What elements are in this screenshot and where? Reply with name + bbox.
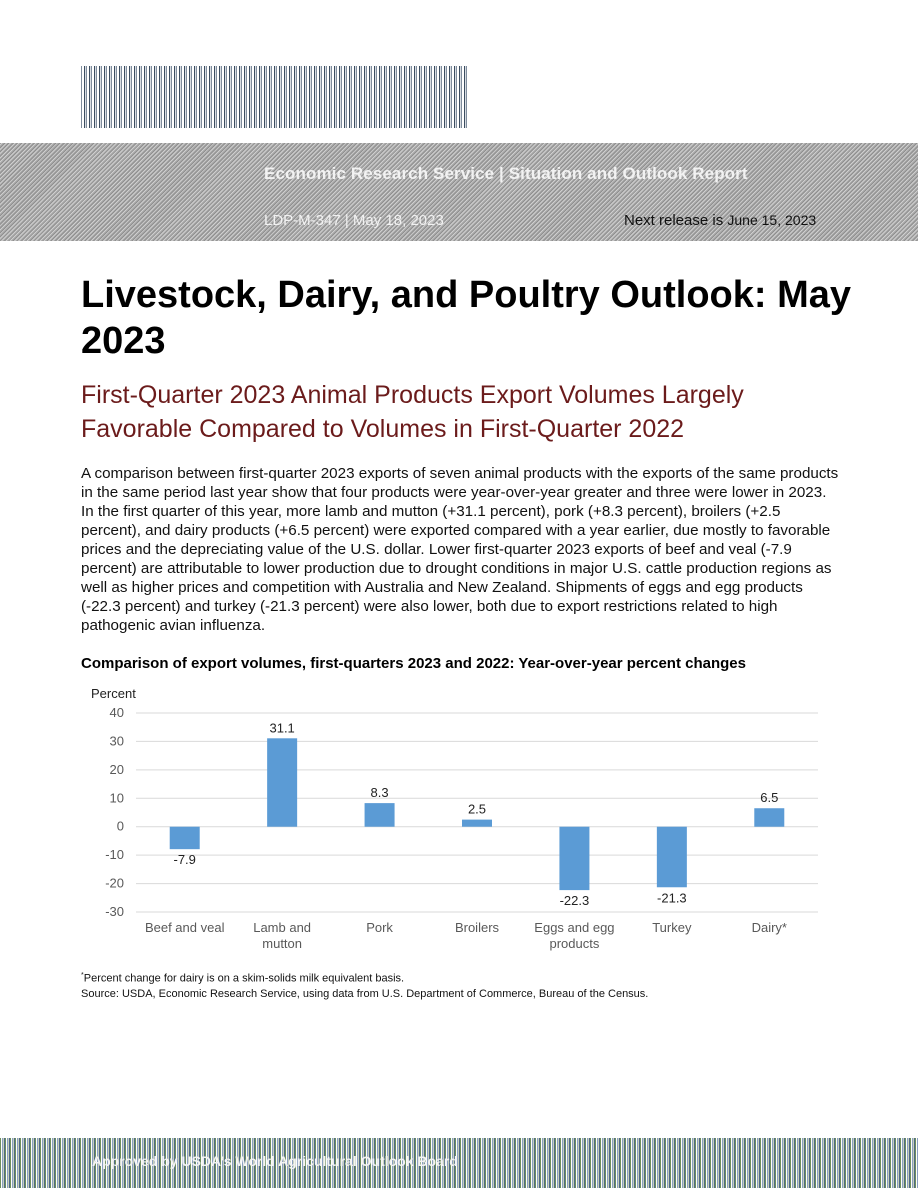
bar [754, 808, 784, 826]
y-tick-label: 0 [116, 818, 124, 834]
footer-text: Approved by USDA’s World Agricultural Outlook Board [92, 1153, 458, 1169]
next-release-date: June 15, 2023 [727, 212, 817, 228]
page-subtitle: First-Quarter 2023 Animal Products Export Volumes Largely Favorable Compared to Volumes in First-Quarter 2022 [81, 381, 744, 443]
report-id: LDP-M-347 | May 18, 2023 [264, 212, 444, 229]
bar [365, 803, 395, 827]
x-category-label: Eggs and egg [534, 920, 615, 935]
y-tick-label: -10 [105, 847, 124, 863]
chart-ylabel: Percent [91, 686, 136, 701]
footnote-mark: * [81, 972, 84, 979]
bar [267, 738, 297, 826]
bar-value-label: 2.5 [467, 801, 487, 817]
export-change-bar-chart [81, 682, 841, 962]
bar-value-label: 6.5 [760, 790, 779, 806]
x-category-label: Lamb and [253, 920, 312, 935]
chart-title: Comparison of export volumes, first-quarters 2023 and 2022: Year-over-year percent changes [81, 655, 746, 672]
bar-value-label: -7.9 [173, 852, 196, 868]
bar-value-label: 8.3 [370, 785, 389, 801]
y-tick-label: 10 [109, 790, 124, 806]
bar-value-label: -22.3 [559, 893, 590, 909]
x-category-label: Broilers [454, 920, 500, 935]
footnote-note-text: Percent change for dairy is on a skim-solids milk equivalent basis. [83, 972, 405, 985]
next-release [624, 212, 816, 229]
x-category-label: Turkey [652, 920, 692, 935]
bar [657, 827, 687, 888]
page-title: Livestock, Dairy, and Poultry Outlook: May 2023 [81, 274, 852, 362]
y-tick-label: 30 [109, 733, 124, 749]
bar [462, 820, 492, 827]
bar-value-label: 31.1 [269, 720, 295, 736]
chart-footnote [81, 968, 841, 1002]
y-tick-label: 20 [109, 761, 124, 777]
body-paragraph: A comparison between first-quarter 2023 exports of seven animal products with the exports of the same products in the same period last year show that four products were year-over-year greater and three were lower in 2023. In the first quarter of this year, more lamb and mutton (+31.1 percent), pork (+8.3 percent), broilers (+2.5 percent), and dairy products (+6.5 percent) were exported compared with a year earlier, due mostly to favorable prices and the depreciating value of the U.S. dollar. Lower first-quarter 2023 exports of beef and veal (-7.9 percent) are attributable to lower production due to drought conditions in major U.S. cattle production regions as well as higher prices and competition with Australia and New Zealand. Shipments of eggs and egg products (-22.3 percent) and turkey (-21.3 percent) were also lower, both due to export restrictions related to high pathogenic avian influenza. [81, 465, 839, 634]
x-category-label: Beef and veal [144, 920, 225, 935]
agency-logo [81, 66, 467, 128]
x-category-label: Dairy* [751, 920, 787, 935]
x-category-label: mutton [262, 936, 303, 951]
y-tick-label: -20 [105, 875, 124, 891]
bar [170, 827, 200, 849]
bar [559, 827, 589, 890]
footnote-source: Source: USDA, Economic Research Service, using data from U.S. Department of Commerce, Bureau of the Census. [81, 987, 649, 1000]
x-category-label: Pork [366, 920, 393, 935]
x-category-label: products [549, 936, 600, 951]
next-release-label: Next release is [624, 212, 724, 229]
bar-value-label: -21.3 [657, 890, 687, 906]
org-line: Economic Research Service | Situation and Outlook Report [264, 164, 748, 183]
y-tick-label: 40 [109, 705, 124, 720]
footnote-note [81, 968, 841, 987]
y-tick-label: -30 [105, 904, 124, 919]
